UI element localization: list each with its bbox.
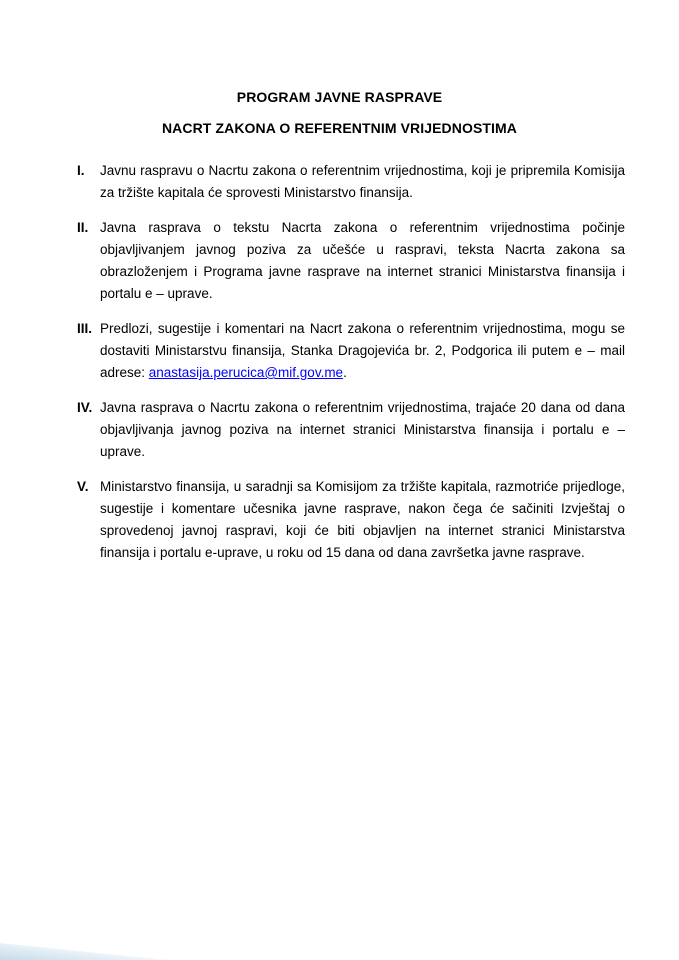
item-numeral: IV. — [77, 400, 93, 415]
item-text — [100, 318, 625, 384]
item-text-segment: . — [343, 365, 347, 380]
item-numeral: I. — [77, 163, 85, 178]
item-text: Javnu raspravu o Nacrtu zakona o referentnim vrijednostima, koji je pripremila Komisija za tržište kapitala će sprovesti Ministarstvo finansija. — [100, 163, 625, 200]
item-numeral: V. — [77, 479, 89, 494]
item-numeral: III. — [77, 321, 93, 336]
item-text: Ministarstvo finansija, u saradnji sa Komisijom za tržište kapitala, razmotriće prijedloge, sugestije i komentare učesnika javne rasprave, nakon čega će sačiniti Izvještaj o sprovedenoj javnoj raspravi, koji će biti objavljen na internet stranici Ministarstva finansija i portalu e-uprave, u roku od 15 dana od dana završetka javne rasprave. — [100, 479, 625, 560]
list-item-2 — [77, 217, 625, 305]
list-item-5 — [77, 476, 625, 564]
item-text: Javna rasprava o tekstu Nacrta zakona o referentnim vrijednostima počinje objavljivanjem javnog poziva za učešće u raspravi, teksta Nacrta zakona sa obrazloženjem i Programa javne rasprave na internet stranici Ministarstva finansija i portalu e – uprave. — [100, 220, 625, 301]
list-item-3 — [77, 318, 625, 384]
item-text-segment: Predlozi, sugestije i komentari na Nacrt zakona o referentnim vrijednostima, mogu se dostaviti Ministarstvu finansija, Stanka Dragojevića br. 2, Podgorica ili putem e – mail adrese: — [100, 321, 625, 380]
document-subtitle: NACRT ZAKONA O REFERENTNIM VRIJEDNOSTIMA — [161, 120, 518, 136]
list-item-4 — [77, 397, 625, 463]
email-link[interactable]: anastasija.perucica@mif.gov.me — [148, 365, 344, 380]
item-text: Javna rasprava o Nacrtu zakona o referentnim vrijednostima, trajaće 20 dana od dana objavljivanja javnog poziva na internet stranici Ministarstva finansija i portalu e – uprave. — [100, 400, 625, 459]
document-title: PROGRAM JAVNE RASPRAVE — [236, 89, 443, 105]
item-numeral: II. — [77, 220, 89, 235]
list-item-1 — [77, 160, 625, 204]
